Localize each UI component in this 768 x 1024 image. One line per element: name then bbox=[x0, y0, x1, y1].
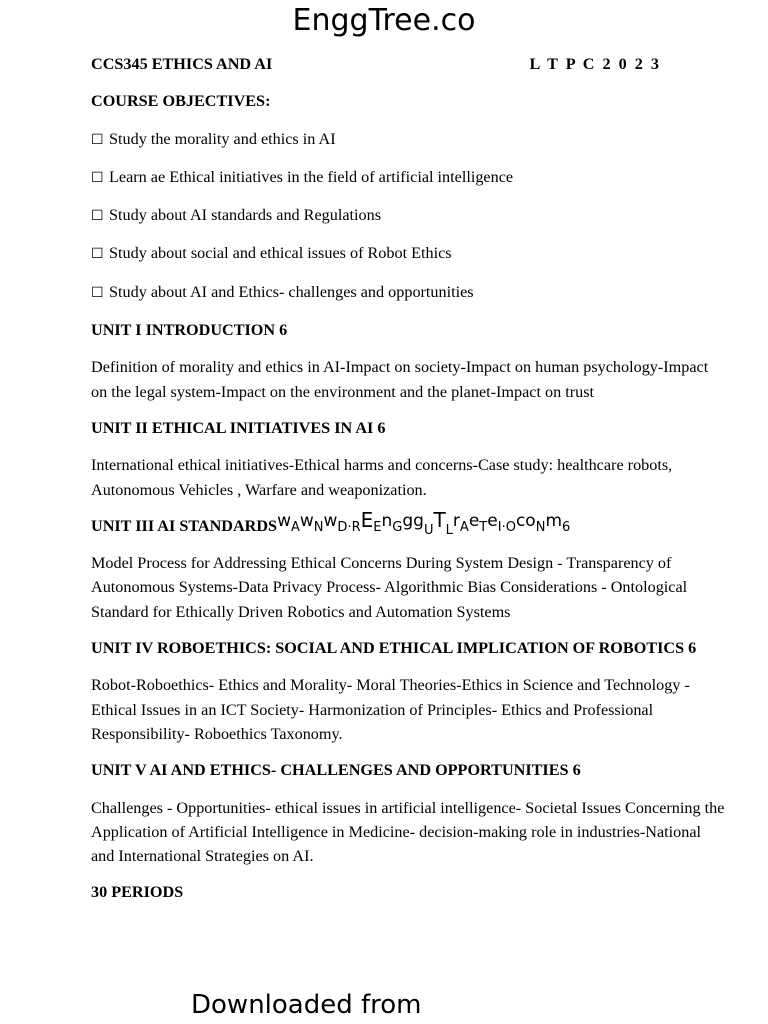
objective-item bbox=[91, 241, 727, 266]
objective-item bbox=[91, 127, 727, 152]
objective-item bbox=[91, 203, 727, 228]
unit-2-body: International ethical initiatives-Ethical harms and concerns-Case study: healthcare robots, Autonomous Vehicles , Warfare and weaponization. bbox=[91, 456, 673, 499]
syllabus-content bbox=[91, 52, 727, 918]
unit-1-heading: UNIT I INTRODUCTION 6 bbox=[91, 321, 288, 340]
footer-note: Downloaded from bbox=[191, 990, 422, 1020]
ltpc-credits: L T P C 2 0 2 3 bbox=[529, 55, 661, 73]
objective-text: Study about AI standards and Regulations bbox=[109, 206, 382, 225]
objective-item bbox=[91, 280, 727, 305]
objective-text: Study about social and ethical issues of Robot Ethics bbox=[109, 244, 452, 263]
watermark-overlay-text: wAwNwD·REEnGggUTLrAeTeI·OcoNm6 bbox=[277, 507, 571, 538]
unit-4-body: Robot-Roboethics- Ethics and Morality- Moral Theories-Ethics in Science and Technology - Ethical Issues in an ICT Society- Harmonization of Principles- Ethics and Professional Responsibility- Roboethics Taxonomy. bbox=[91, 676, 690, 743]
checkbox-bullet-icon: ☐ bbox=[91, 246, 104, 263]
unit-5-body: Challenges - Opportunities- ethical issues in artificial intelligence- Societal Issues Concerning the Application of Artificial Intelligence in Medicine- decision-making role in industries-National and International Strategies on AI. bbox=[91, 798, 725, 866]
objective-text: Learn ae Ethical initiatives in the field of artificial intelligence bbox=[109, 167, 514, 186]
objective-item bbox=[91, 165, 727, 190]
checkbox-bullet-icon: ☐ bbox=[91, 169, 104, 186]
objectives-heading: COURSE OBJECTIVES: bbox=[91, 92, 271, 111]
course-code-title: CCS345 ETHICS AND AI bbox=[91, 55, 273, 73]
unit-3-heading bbox=[91, 507, 727, 538]
unit-2-heading: UNIT II ETHICAL INITIATIVES IN AI 6 bbox=[91, 418, 386, 437]
unit-3-body: Model Process for Addressing Ethical Concerns During System Design - Transparency of Autonomous Systems-Data Privacy Process- Algorithmic Bias Considerations - Ontological Standard for Ethically Driven Robotics and Automation Systems bbox=[91, 554, 688, 621]
unit-3-heading-text: UNIT III AI STANDARDS bbox=[91, 516, 278, 535]
course-title-row bbox=[91, 52, 727, 76]
total-periods: 30 PERIODS bbox=[91, 883, 184, 902]
checkbox-bullet-icon: ☐ bbox=[91, 284, 104, 301]
checkbox-bullet-icon: ☐ bbox=[91, 208, 104, 225]
unit-4-heading: UNIT IV ROBOETHICS: SOCIAL AND ETHICAL IMPLICATION OF ROBOTICS 6 bbox=[91, 639, 697, 658]
objective-text: Study about AI and Ethics- challenges and opportunities bbox=[109, 282, 474, 301]
unit-5-heading: UNIT V AI AND ETHICS- CHALLENGES AND OPPORTUNITIES 6 bbox=[91, 761, 581, 780]
checkbox-bullet-icon: ☐ bbox=[91, 131, 104, 148]
unit-1-body: Definition of morality and ethics in AI-Impact on society-Impact on human psychology-Impact on the legal system-Impact on the environment and the planet-Impact on trust bbox=[91, 358, 709, 401]
objective-text: Study the morality and ethics in AI bbox=[109, 129, 336, 148]
brand-header: EnggTree.co bbox=[292, 3, 476, 38]
